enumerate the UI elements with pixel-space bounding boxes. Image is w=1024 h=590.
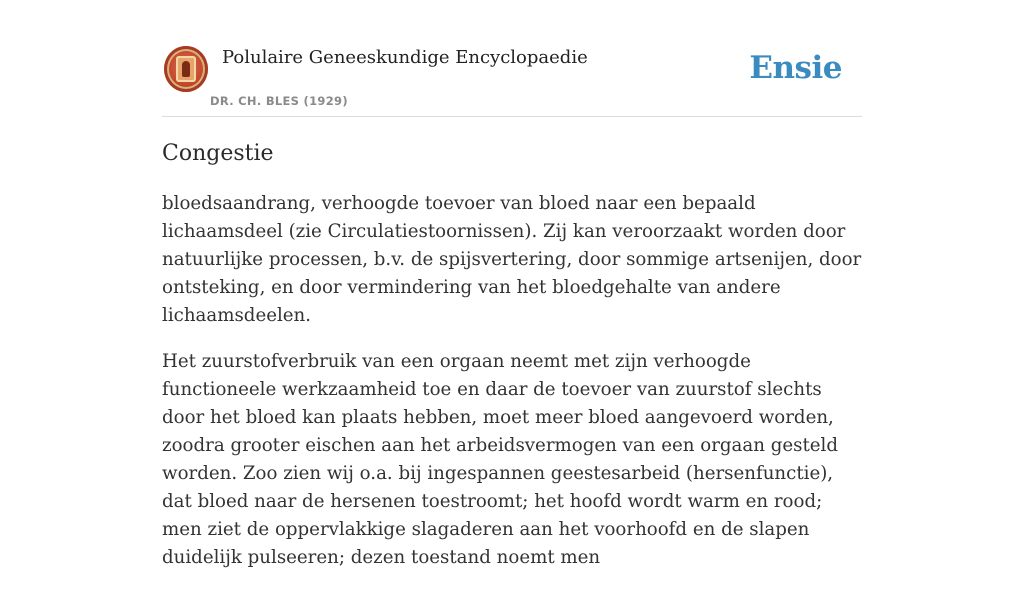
article-paragraph: Het zuurstofverbruik van een orgaan neemt met zijn verhoogde functioneele werkzaamheid toe en daar de toevoer van zuurstof slechts door het bloed kan plaats hebben, moet meer bloed aangevoerd worden, zoodra grooter eischen aan het arbeidsvermogen van een orgaan gesteld worden. Zoo zien wij o.a. bij ingespannen geestesarbeid (hersenfunctie), dat bloed naar de hersenen toestroomt; het hoofd wordt warm en rood; men ziet de oppervlakkige slagaderen aan het voorhoofd en de slapen duidelijk pulseeren; dezen toestand noemt men (162, 351, 838, 568)
ensie-brand-link[interactable]: Ensie (749, 50, 842, 86)
article-title: Congestie (162, 141, 274, 166)
article-paragraph: bloedsaandrang, verhoogde toevoer van bloed naar een bepaald lichaamsdeel (zie Circulatiestoornissen). Zij kan veroorzaakt worden door natuurlijke processen, b.v. de spijsvertering, door sommige artsenijen, door ontsteking, en door vermindering van het bloedgehalte van andere lichaamsdeelen. (162, 193, 862, 326)
logo-emblem (176, 56, 196, 82)
encyclopedia-logo-icon[interactable] (164, 46, 208, 92)
article (162, 138, 862, 590)
site-header (162, 40, 862, 117)
author-line: DR. CH. BLES (1929) (210, 94, 348, 108)
encyclopedia-title-link[interactable]: Polulaire Geneeskundige Encyclopaedie (222, 47, 588, 68)
logo-figure (182, 61, 190, 77)
